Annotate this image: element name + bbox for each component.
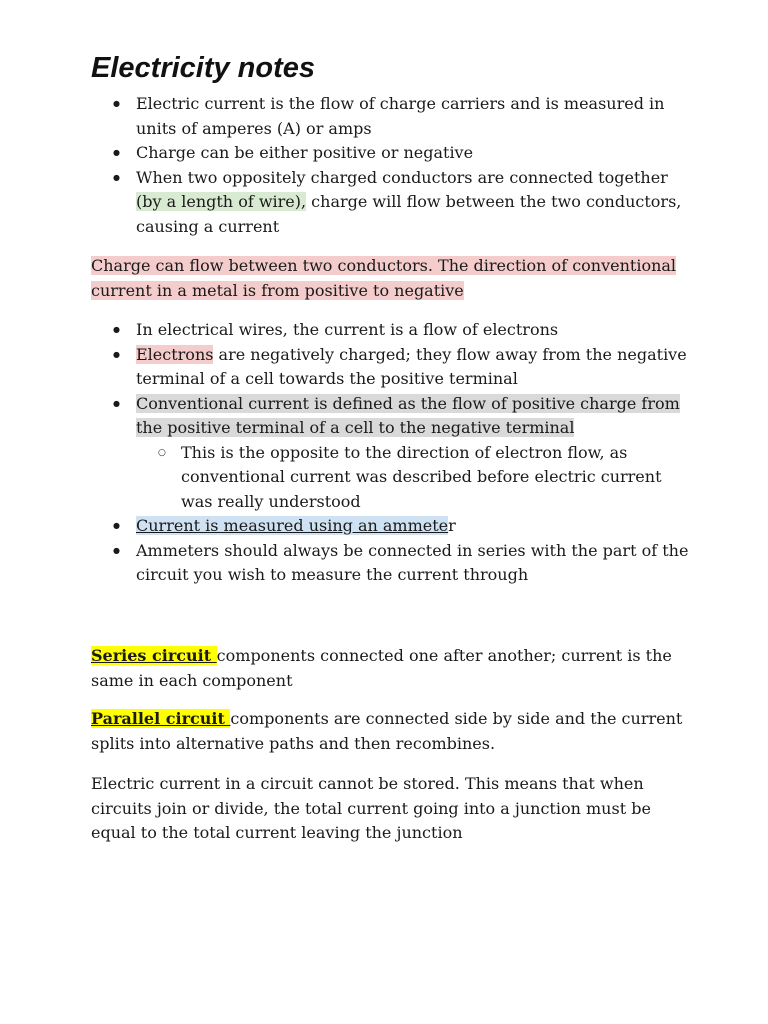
- highlight-grey: Conventional current is defined as the flow of positive charge from the positive terminal of a cell to the negative terminal: [136, 393, 680, 437]
- parallel-description: components are connected side by side and the current splits into alternative paths and then recombines.: [91, 709, 683, 753]
- highlight-red: Electrons: [136, 344, 214, 364]
- sub-list-item: [136, 441, 691, 515]
- bullet-text: Electric current is the flow of charge carriers and is measured in units of amperes (A) or amps: [136, 94, 665, 138]
- wire-list: [91, 318, 691, 588]
- bullet-text: Ammeters should always be connected in series with the part of the circuit you wish to measure the current through: [136, 540, 689, 584]
- parallel-term: Parallel circuit: [91, 709, 231, 728]
- list-item: [91, 514, 691, 539]
- charge-paragraph: [91, 254, 691, 303]
- page-title: Electricity notes: [91, 52, 316, 84]
- intro-list: [91, 92, 691, 239]
- list-item: [91, 141, 691, 166]
- bullet-text: When two oppositely charged conductors are connected together: [136, 167, 668, 187]
- list-item: [91, 539, 691, 588]
- bullet-text: Charge can be either positive or negative: [136, 143, 474, 162]
- parallel-paragraph: [91, 707, 691, 756]
- list-item: [91, 343, 691, 392]
- bullet-text: r: [448, 516, 456, 535]
- series-term: Series circuit: [91, 646, 217, 665]
- highlight-green: (by a length of wire),: [136, 192, 307, 211]
- list-item: [91, 166, 691, 240]
- bullet-text: are negatively charged; they flow away from the negative terminal of a cell towards the positive terminal: [136, 344, 687, 388]
- bullet-text: In electrical wires, the current is a flow of electrons: [136, 320, 559, 339]
- highlight-red: Charge can flow between two conductors. The direction of conventional current in a metal is from positive to negative: [91, 256, 677, 300]
- junction-paragraph: [91, 772, 691, 846]
- list-item: [91, 92, 691, 141]
- list-item: [91, 392, 691, 515]
- series-description: components connected one after another; current is the same in each component: [91, 646, 672, 690]
- bullet-text: charge will flow between the two conductors, causing a current: [136, 192, 682, 236]
- highlight-blue: Current is measured using an ammete: [136, 516, 449, 535]
- series-paragraph: [91, 644, 691, 693]
- list-item: [91, 318, 691, 343]
- bullet-text: This is the opposite to the direction of electron flow, as conventional current was described before electric current was really understood: [181, 442, 662, 511]
- junction-text: Electric current in a circuit cannot be stored. This means that when circuits join or divide, the total current going into a junction must be equal to the total current leaving the junction: [91, 774, 651, 842]
